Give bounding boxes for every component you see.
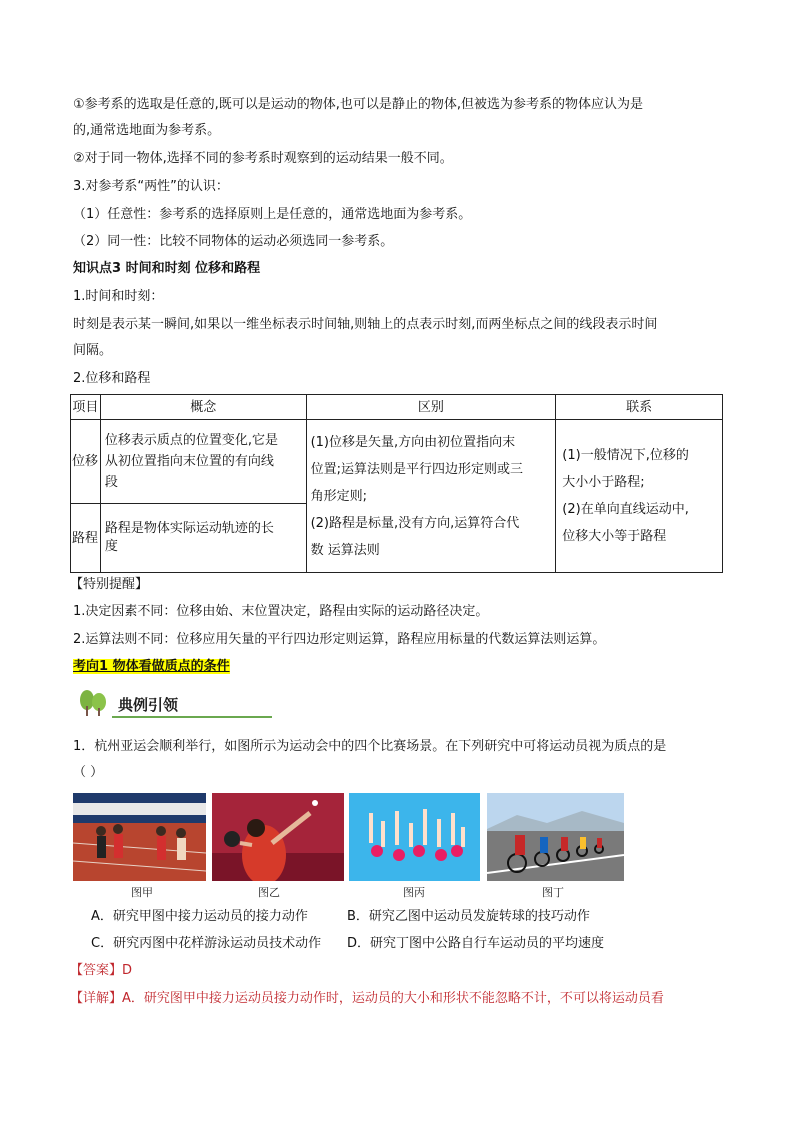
para-line-3: ②对于同一物体,选择不同的参考系时观察到的运动结果一般不同。 <box>73 151 453 166</box>
reminder-point-1: 1.决定因素不同：位移由始、末位置决定，路程由实际的运动路径决定。 <box>73 604 489 619</box>
caption-yi: 图乙 <box>258 886 280 899</box>
concept-distance <box>100 504 306 573</box>
header-difference: 区别 <box>306 395 556 420</box>
detail-line <box>70 990 664 1007</box>
option-d: D．研究丁图中公路自行车运动员的平均速度 <box>347 936 605 951</box>
caption-ding: 图丁 <box>542 886 564 899</box>
relation-cell <box>556 420 723 573</box>
example-tag-label: 典例引领 <box>118 696 179 714</box>
text-line: (1)位移是矢量,方向由初位置指向末 <box>310 434 516 450</box>
header-item: 项目 <box>71 395 101 420</box>
detail-label: 【详解】 <box>70 991 123 1006</box>
comparison-table <box>70 394 723 573</box>
para-line-4: 3.对参考系“两性”的认识： <box>73 179 229 194</box>
table-header-row <box>71 395 723 420</box>
answer-value: D <box>122 963 133 978</box>
photo-relay <box>73 793 206 881</box>
option-c: C．研究丙图中花样游泳运动员技术动作 <box>91 936 322 951</box>
text-line: 角形定则; <box>310 488 367 504</box>
text-line: 路程是物体实际运动轨迹的长 <box>104 521 274 536</box>
text-line: 位移表示质点的位置变化,它是 <box>104 433 278 448</box>
reminder-title: 【特别提醒】 <box>70 577 149 592</box>
text-line: 位置;运算法则是平行四边形定则或三 <box>310 461 523 477</box>
tag-underline <box>112 716 272 718</box>
text-line: (2)路程是标量,没有方向,运算符合代 <box>310 515 520 531</box>
tree-icon <box>78 688 108 716</box>
header-relation: 联系 <box>556 395 723 420</box>
reminder-point-2: 2.运算法则不同：位移应用矢量的平行四边形定则运算，路程应用标量的代数运算法则运算。 <box>73 632 606 647</box>
para-line-1: ①参考系的选取是任意的,既可以是运动的物体,也可以是静止的物体,但被选为参考系的物体应认为是 <box>73 97 644 112</box>
text-line: 度 <box>104 539 118 554</box>
detail-text: A．研究图甲中接力运动员接力动作时，运动员的大小和形状不能忽略不计，不可以将运动员看 <box>122 991 664 1006</box>
question-paren: （ ） <box>73 765 104 780</box>
caption-bing: 图丙 <box>403 886 425 899</box>
text-line: 位移大小等于路程 <box>562 529 667 544</box>
para-line-11: 2.位移和路程 <box>73 371 151 386</box>
concept-displacement <box>100 420 306 504</box>
row-label-displacement: 位移 <box>71 420 101 504</box>
para-line-8: 1.时间和时刻： <box>73 289 164 304</box>
para-line-6: （2）同一性：比较不同物体的运动必须选同一参考系。 <box>73 234 394 249</box>
example-tag <box>76 686 196 720</box>
table-row <box>71 420 723 504</box>
knowledge-heading: 知识点3 时间和时刻 位移和路程 <box>73 261 261 276</box>
row-label-distance: 路程 <box>71 504 101 573</box>
text-line: (1)一般情况下,位移的 <box>562 448 689 463</box>
para-line-9: 时刻是表示某一瞬间,如果以一维坐标表示时间轴,则轴上的点表示时刻,而两坐标点之间的线段表示时间 <box>73 317 658 332</box>
photo-synchronized-swimming <box>349 793 480 881</box>
caption-jia: 图甲 <box>131 886 153 899</box>
answer-line <box>70 962 132 979</box>
text-line: 段 <box>104 475 118 490</box>
text-line: 数 运算法则 <box>310 542 380 558</box>
text-line: 大小小于路程; <box>562 475 645 490</box>
option-b: B．研究乙图中运动员发旋转球的技巧动作 <box>347 909 590 924</box>
difference-cell <box>306 420 556 573</box>
text-line: (2)在单向直线运动中, <box>562 502 689 517</box>
para-line-10: 间隔。 <box>73 343 113 358</box>
option-a: A．研究甲图中接力运动员的接力动作 <box>91 909 308 924</box>
answer-label: 【答案】 <box>70 963 123 978</box>
header-concept: 概念 <box>100 395 306 420</box>
section-heading: 考向1 物体看做质点的条件 <box>73 659 230 674</box>
photo-table-tennis <box>212 793 344 881</box>
para-line-5: （1）任意性：参考系的选择原则上是任意的，通常选地面为参考系。 <box>73 207 472 222</box>
photo-road-cycling <box>487 793 624 881</box>
para-line-2: 的,通常选地面为参考系。 <box>73 123 221 138</box>
question-stem: 1．杭州亚运会顺利举行，如图所示为运动会中的四个比赛场景。在下列研究中可将运动员视为质点的是 <box>73 739 667 754</box>
text-line: 从初位置指向末位置的有向线 <box>104 454 274 469</box>
